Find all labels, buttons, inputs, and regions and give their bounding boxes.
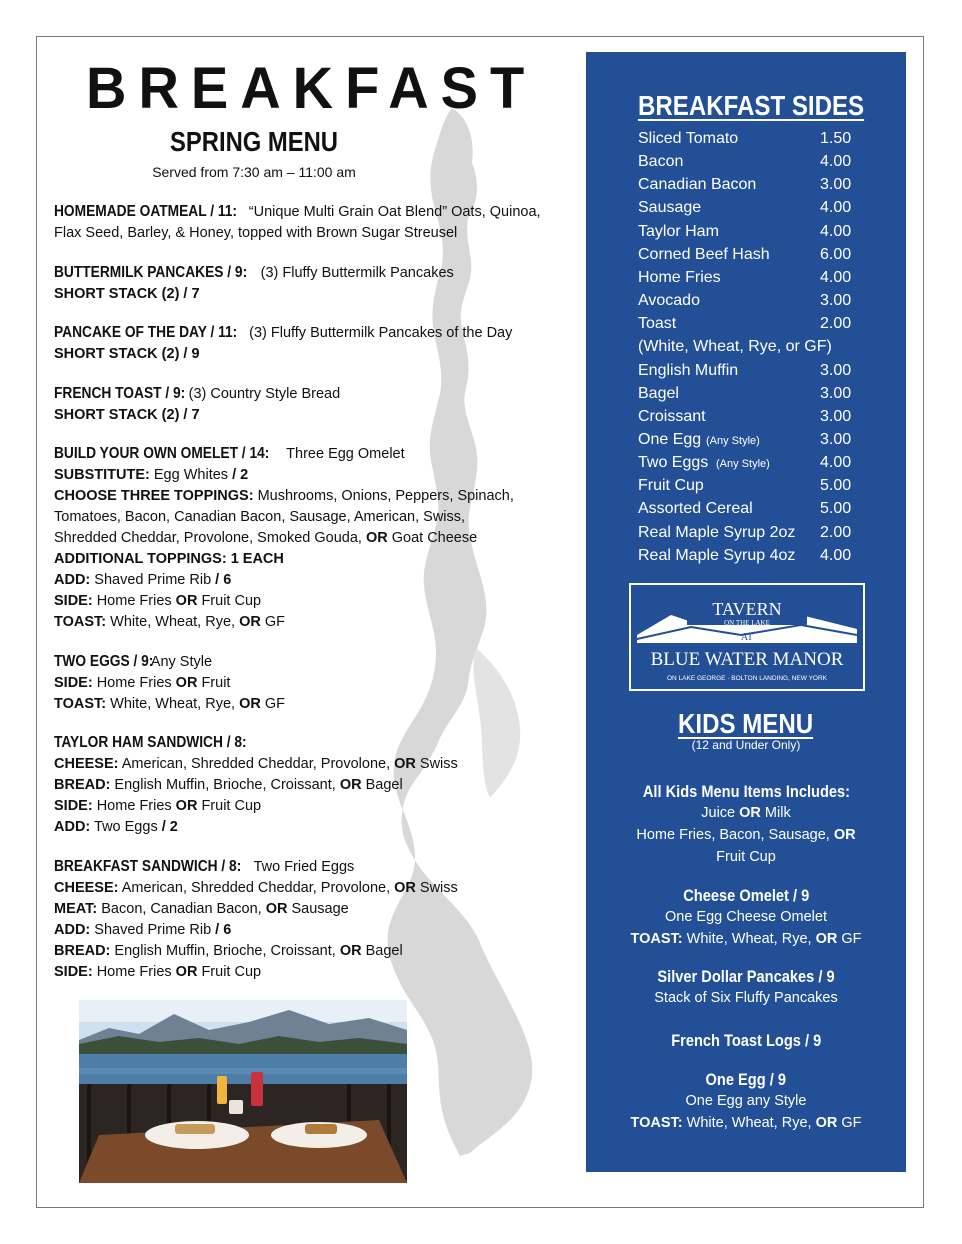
sandwich-bread-text-b: Bagel: [361, 943, 403, 959]
kids-include-sides: Home Fries, Bacon, Sausage,: [636, 827, 834, 843]
kids-logs-heading: French Toast Logs / 9: [670, 1031, 822, 1050]
pancakes-desc: (3) Fluffy Buttermilk Pancakes: [256, 265, 454, 281]
kids-one-egg-heading: One Egg / 9: [705, 1070, 787, 1089]
omelet-toast-text-b: GF: [260, 614, 285, 630]
taylor-cheese-label: CHEESE:: [54, 756, 119, 772]
side-item-name: Toast: [638, 315, 677, 333]
taylor-side-text-a: Home Fries: [92, 798, 176, 814]
side-item-name: Avocado: [638, 292, 700, 310]
or-word: OR: [175, 798, 198, 814]
taylor-cheese-text-b: Swiss: [415, 756, 458, 772]
or-word: OR: [815, 931, 838, 947]
kids-french-toast-logs: [586, 1031, 906, 1051]
taylor-bread-text-b: Bagel: [361, 777, 403, 793]
side-item-price: 2.00: [820, 523, 852, 541]
french-toast-desc: (3) Country Style Bread: [184, 386, 341, 402]
side-item-name: Bacon: [638, 153, 684, 171]
sandwich-cheese-text-a: American, Shredded Cheddar, Provolone,: [118, 880, 395, 896]
or-word: OR: [394, 756, 416, 772]
pancakes-heading: BUTTERMILK PANCAKES / 9:: [54, 264, 248, 281]
taylor-ham-item: [54, 732, 458, 838]
side-item-price: 3.00: [820, 384, 852, 402]
kids-silver-dollar: [586, 967, 906, 1009]
breakfast-main-column: [54, 54, 584, 180]
or-word: OR: [175, 593, 198, 609]
two-eggs-toast-label: TOAST:: [54, 696, 107, 712]
sandwich-side-text-a: Home Fries: [92, 964, 176, 980]
two-eggs-heading: TWO EGGS / 9:: [54, 653, 154, 670]
side-item-price: 3.00: [820, 176, 852, 194]
logo-location-text: ON LAKE GEORGE · BOLTON LANDING, NEW YORK: [666, 675, 828, 682]
side-item-name: Sliced Tomato: [638, 130, 739, 147]
taylor-bread-label: BREAD:: [54, 777, 111, 793]
two-eggs-item: [54, 651, 285, 715]
side-item-name: English Muffin: [638, 361, 739, 379]
side-item-note: (Any Style): [716, 458, 770, 471]
two-eggs-toast-text-b: GF: [260, 696, 285, 712]
side-item-name: Real Maple Syrup 2oz: [638, 523, 796, 541]
omelet-sub-price: / 2: [232, 467, 249, 483]
side-item-name: One Egg: [638, 430, 702, 448]
side-item-price: 5.00: [820, 500, 852, 518]
kids-toast-text-a: White, Wheat, Rye,: [682, 1115, 816, 1131]
or-word: OR: [175, 964, 198, 980]
omelet-item: [54, 443, 514, 633]
or-word: OR: [339, 943, 362, 959]
kids-include-milk: Milk: [760, 805, 791, 821]
side-item-price: 1.50: [820, 130, 852, 147]
kids-toast-text-a: White, Wheat, Rye,: [682, 931, 816, 947]
menu-title: BREAKFAST: [86, 54, 537, 121]
omelet-add-price: / 6: [215, 572, 232, 588]
or-word: OR: [833, 827, 856, 843]
side-item-price: 3.00: [820, 407, 852, 425]
taylor-side-text-b: Fruit Cup: [197, 798, 262, 814]
two-eggs-side-text-a: Home Fries: [92, 675, 176, 691]
oatmeal-heading: HOMEMADE OATMEAL / 11:: [54, 203, 237, 220]
sandwich-cheese-text-b: Swiss: [415, 880, 458, 896]
side-item-note: (Any Style): [706, 434, 760, 447]
side-item-name: Assorted Cereal: [638, 500, 753, 518]
two-eggs-side-text-b: Fruit: [197, 675, 231, 691]
side-item-name: Sausage: [638, 199, 702, 217]
tavern-logo: [629, 583, 865, 691]
omelet-side-text-b: Fruit Cup: [197, 593, 262, 609]
or-word: OR: [239, 696, 261, 712]
logo-blue-water-manor-text: BLUE WATER MANOR: [650, 649, 844, 670]
omelet-choose-text-2: Tomatoes, Bacon, Canadian Bacon, Sausage, American, Swiss,: [54, 509, 466, 525]
sandwich-add-text: Shaved Prime Rib: [90, 922, 216, 938]
kids-cheese-omelet: [586, 886, 906, 950]
or-word: OR: [339, 777, 362, 793]
omelet-choose-label: CHOOSE THREE TOPPINGS:: [54, 488, 254, 504]
kids-toast-label: TOAST:: [630, 931, 683, 947]
omelet-side-label: SIDE:: [54, 593, 93, 609]
side-item-price: 4.00: [820, 153, 852, 171]
omelet-choose-text-3b: Goat Cheese: [387, 530, 478, 546]
side-item-price: 4.00: [820, 199, 852, 217]
french-toast-short-stack: SHORT STACK (2) / 7: [54, 407, 200, 423]
taylor-cheese-text-a: American, Shredded Cheddar, Provolone,: [118, 756, 395, 772]
omelet-add-text: Shaved Prime Rib: [90, 572, 216, 588]
or-word: OR: [739, 805, 761, 821]
pancake-of-the-day-item: [54, 322, 512, 365]
logo-tavern-text: TAVERN: [712, 599, 782, 619]
two-eggs-desc: Any Style: [147, 654, 213, 670]
kids-include-juice: Juice: [701, 805, 740, 821]
sandwich-add-label: ADD:: [54, 922, 91, 938]
taylor-add-label: ADD:: [54, 819, 91, 835]
side-item-price: 3.00: [820, 430, 852, 448]
logo-on-the-lake-text: ON THE LAKE: [724, 619, 770, 627]
omelet-choose-text-1: Mushrooms, Onions, Peppers, Spinach,: [253, 488, 514, 504]
kids-include-fruit: Fruit Cup: [716, 849, 776, 865]
sandwich-bread-text-a: English Muffin, Brioche, Croissant,: [110, 943, 340, 959]
omelet-toast-text-a: White, Wheat, Rye,: [106, 614, 240, 630]
omelet-choose-text-3a: Shredded Cheddar, Provolone, Smoked Gouda,: [54, 530, 366, 546]
sides-and-kids-panel: [586, 52, 906, 1172]
served-hours: Served from 7:30 am – 11:00 am: [152, 164, 356, 180]
sandwich-side-text-b: Fruit Cup: [197, 964, 262, 980]
side-item-price: 6.00: [820, 245, 852, 263]
side-item-name: Real Maple Syrup 4oz: [638, 546, 796, 564]
kids-silver-desc: Stack of Six Fluffy Pancakes: [654, 990, 838, 1006]
or-word: OR: [394, 880, 416, 896]
kids-includes-heading: All Kids Menu Items Includes:: [642, 782, 850, 801]
kids-toast-text-b: GF: [837, 1115, 862, 1131]
two-eggs-side-label: SIDE:: [54, 675, 93, 691]
side-item-name: Taylor Ham: [638, 222, 719, 240]
taylor-bread-text-a: English Muffin, Brioche, Croissant,: [110, 777, 340, 793]
side-item-price: 2.00: [820, 315, 852, 333]
kids-one-egg: [586, 1070, 906, 1134]
kids-toast-text-b: GF: [837, 931, 862, 947]
kids-menu-title: KIDS MENU: [678, 708, 814, 739]
side-item-price: 4.00: [820, 222, 852, 240]
pancake-day-short-stack: SHORT STACK (2) / 9: [54, 346, 200, 362]
side-item-price: 4.00: [820, 546, 852, 564]
omelet-desc: Three Egg Omelet: [282, 446, 405, 462]
sandwich-side-label: SIDE:: [54, 964, 93, 980]
kids-omelet-desc: One Egg Cheese Omelet: [664, 909, 827, 925]
pancakes-short-stack: SHORT STACK (2) / 7: [54, 286, 200, 302]
oatmeal-item: [54, 201, 541, 244]
omelet-heading: BUILD YOUR OWN OMELET / 14:: [54, 445, 270, 462]
menu-subtitle: SPRING MENU: [170, 126, 338, 157]
sandwich-meat-text-a: Bacon, Canadian Bacon,: [97, 901, 266, 917]
sandwich-desc: Two Fried Eggs: [249, 859, 355, 875]
or-word: OR: [815, 1115, 838, 1131]
kids-toast-label: TOAST:: [630, 1115, 683, 1131]
or-word: OR: [265, 901, 288, 917]
kids-omelet-heading: Cheese Omelet / 9: [683, 886, 809, 905]
side-item-price: 3.00: [820, 361, 852, 379]
omelet-additional: ADDITIONAL TOPPINGS: 1 EACH: [54, 551, 284, 567]
sandwich-cheese-label: CHEESE:: [54, 880, 119, 896]
omelet-side-text-a: Home Fries: [92, 593, 176, 609]
omelet-add-label: ADD:: [54, 572, 91, 588]
logo-at-text: AT: [740, 632, 754, 643]
or-word: OR: [175, 675, 198, 691]
side-item-name: Home Fries: [638, 268, 721, 286]
breakfast-sandwich-item: [54, 856, 458, 983]
sandwich-heading: BREAKFAST SANDWICH / 8:: [54, 858, 242, 875]
side-item-name: Croissant: [638, 407, 706, 425]
omelet-sub-label: SUBSTITUTE:: [54, 467, 150, 483]
oatmeal-desc: “Unique Multi Grain Oat Blend” Oats, Quinoa,: [244, 204, 541, 220]
pancake-day-heading: PANCAKE OF THE DAY / 11:: [54, 324, 238, 341]
or-word: OR: [365, 530, 388, 546]
omelet-toast-label: TOAST:: [54, 614, 107, 630]
taylor-side-label: SIDE:: [54, 798, 93, 814]
side-item-price: 5.00: [820, 477, 852, 495]
omelet-sub-text: Egg Whites: [149, 467, 233, 483]
or-word: OR: [239, 614, 261, 630]
two-eggs-toast-text-a: White, Wheat, Rye,: [106, 696, 240, 712]
side-item-name: Two Eggs: [638, 454, 709, 472]
side-item-price: 3.00: [820, 292, 852, 310]
sandwich-meat-text-b: Sausage: [287, 901, 349, 917]
sandwich-add-price: / 6: [215, 922, 232, 938]
side-item-name: Corned Beef Hash: [638, 245, 770, 263]
sandwich-bread-label: BREAD:: [54, 943, 111, 959]
kids-age-note: (12 and Under Only): [691, 738, 801, 752]
lakeside-breakfast-photo: [79, 1000, 407, 1183]
buttermilk-pancakes-item: [54, 262, 454, 305]
french-toast-item: [54, 383, 340, 426]
side-item-name: Canadian Bacon: [638, 176, 757, 194]
side-item-name: (White, Wheat, Rye, or GF): [638, 338, 832, 356]
breakfast-sides-title: BREAKFAST SIDES: [638, 90, 865, 121]
taylor-add-text: Two Eggs: [90, 819, 162, 835]
kids-one-egg-desc: One Egg any Style: [685, 1093, 807, 1109]
sandwich-meat-label: MEAT:: [54, 901, 98, 917]
taylor-ham-heading: TAYLOR HAM SANDWICH / 8:: [54, 734, 247, 751]
french-toast-heading: FRENCH TOAST / 9:: [54, 385, 186, 402]
pancake-day-desc: (3) Fluffy Buttermilk Pancakes of the Day: [245, 325, 513, 341]
side-item-name: Bagel: [638, 384, 679, 402]
kids-menu-section: [586, 708, 906, 752]
kids-includes: [586, 782, 906, 868]
side-item-price: 4.00: [820, 268, 852, 286]
taylor-add-price: / 2: [161, 819, 178, 835]
kids-silver-heading: Silver Dollar Pancakes / 9: [657, 967, 835, 986]
side-item-price: 4.00: [820, 454, 852, 472]
side-item-name: Fruit Cup: [638, 477, 704, 495]
oatmeal-desc-2: Flax Seed, Barley, & Honey, topped with Brown Sugar Streusel: [54, 225, 458, 241]
